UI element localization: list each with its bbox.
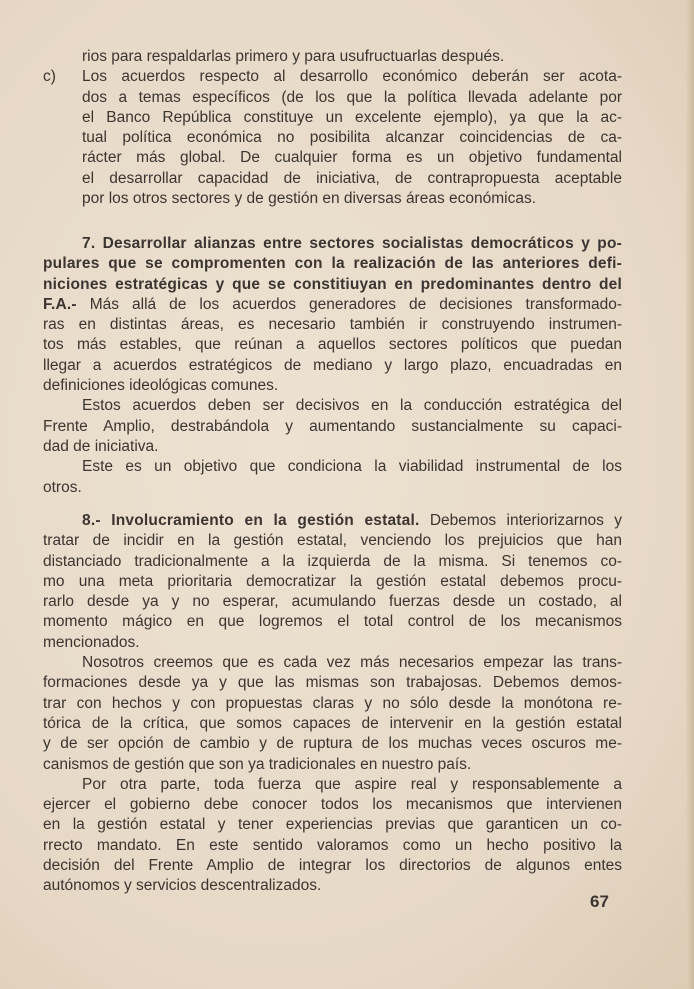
text-line — [43, 572, 622, 592]
body-text: tos más estables, que reúnan a aquellos sectores políticos que puedan — [43, 336, 622, 354]
text-line — [43, 437, 622, 457]
text-line — [43, 755, 622, 775]
body-text: el Banco República constituye un excelente ejemplo), ya que la ac- — [82, 108, 622, 126]
body-text: Por otra parte, toda fuerza que aspire real y responsablemente a — [82, 775, 622, 793]
text-line — [43, 108, 622, 128]
text-line — [43, 653, 622, 673]
body-text: Nosotros creemos que es cada vez más necesarios empezar las trans- — [82, 654, 622, 672]
text-line — [43, 335, 622, 355]
body-text: ejercer el gobierno debe conocer todos los mecanismos que intervienen — [43, 796, 622, 814]
body-text: rios para respaldarlas primero y para usufructuarlas después. — [82, 48, 505, 65]
body-text: Los acuerdos respecto al desarrollo económico deberán ser acota- — [82, 68, 622, 86]
body-text: definiciones ideológicas comunes. — [43, 377, 279, 395]
body-text: canismos de gestión que son ya tradicionales en nuestro país. — [43, 755, 472, 773]
body-text: Estos acuerdos deben ser decisivos en la conducción estratégica del — [82, 397, 622, 415]
body-text: dos a temas específicos (de los que la política llevada adelante por — [82, 88, 622, 106]
body-text: rarlo desde ya y no esperar, acumulando fuerzas desde un costado, al — [43, 593, 622, 611]
text-line — [43, 417, 622, 437]
body-text: tratar de incidir en la gestión estatal, venciendo los prejuicios que han — [43, 532, 622, 550]
body-text: mo una meta prioritaria democratizar la gestión estatal debemos procu- — [43, 572, 622, 590]
text-line — [43, 189, 622, 209]
text-line — [43, 457, 622, 477]
text-line — [43, 592, 622, 612]
text-line — [43, 396, 622, 416]
list-marker: c) — [43, 68, 56, 86]
body-text: rácter más global. De cualquier forma es un objetivo fundamental — [82, 149, 622, 167]
text-line — [43, 673, 622, 693]
text-line — [43, 552, 622, 572]
text-line — [43, 815, 622, 835]
text-line — [43, 356, 622, 376]
body-text: y de ser opción de cambio y de ruptura de los muchas veces oscuros me- — [43, 735, 622, 753]
text-line — [43, 128, 622, 148]
bold-heading-text: 8.- Involucramiento en la gestión estatal. — [82, 512, 420, 529]
text-line — [43, 876, 622, 896]
text-line — [43, 275, 622, 295]
body-text: llegar a acuerdos estratégicos de mediano y largo plazo, encuadradas en — [43, 356, 622, 374]
body-text: Frente Amplio, destrabándola y aumentando sustancialmente su capaci- — [43, 417, 622, 435]
body-text: en la gestión estatal y tener experiencias previas que garanticen un co- — [43, 816, 622, 834]
section-8 — [43, 511, 622, 897]
item-c-continuation — [43, 47, 622, 209]
text-line — [43, 376, 622, 396]
body-text: tórica de la crítica, que somos capaces de intervenir en la gestión estatal — [43, 714, 622, 732]
body-text: tual política económica no posibilita alcanzar coincidencias de ca- — [82, 129, 622, 147]
text-line — [43, 734, 622, 754]
body-text: el desarrollar capacidad de iniciativa, de contrapropuesta aceptable — [82, 169, 622, 187]
body-text: dad de iniciativa. — [43, 437, 159, 455]
body-text: mencionados. — [43, 633, 140, 651]
body-text: autónomos y servicios descentralizados. — [43, 877, 322, 895]
text-line — [43, 795, 622, 815]
page-number: 67 — [590, 892, 609, 911]
text-line — [43, 694, 622, 714]
text-line — [43, 836, 622, 856]
text-line — [43, 612, 622, 632]
text-line — [43, 531, 622, 551]
text-line — [43, 47, 622, 67]
page-edge — [686, 0, 694, 989]
text-line — [43, 67, 622, 87]
body-text: Más allá de los acuerdos generadores de decisiones transformado- — [76, 295, 622, 313]
body-text: ras en distintas áreas, es necesario también ir construyendo instrumen- — [43, 316, 622, 334]
text-line — [43, 169, 622, 189]
body-text: Debemos interiorizarnos y — [419, 512, 622, 529]
text-line — [43, 775, 622, 795]
text-line — [43, 148, 622, 168]
body-text: decisión del Frente Amplio de integrar los directorios de algunos entes — [43, 857, 622, 875]
bold-heading-text: F.A.- — [43, 295, 77, 313]
body-text: Este es un objetivo que condiciona la viabilidad instrumental de los — [82, 458, 622, 476]
body-text: formaciones desde ya y que las mismas son trabajosas. Debemos demos- — [43, 674, 622, 692]
text-line — [43, 254, 622, 274]
text-line — [43, 315, 622, 335]
body-text: otros. — [43, 478, 82, 496]
text-line — [43, 856, 622, 876]
body-text: por los otros sectores y de gestión en diversas áreas económicas. — [82, 190, 537, 208]
text-line — [43, 478, 622, 498]
text-line — [43, 234, 622, 254]
section-7 — [43, 234, 622, 498]
text-line — [43, 714, 622, 734]
body-text: momento mágico en que logremos el total control de los mecanismos — [43, 613, 622, 631]
bold-heading-text: pulares que se compromenten con la realización de las anteriores defi- — [43, 255, 622, 273]
text-line — [43, 88, 622, 108]
bold-heading-text: niciones estratégicas y que se constitiuyan en predominantes dentro del — [43, 275, 622, 293]
body-text: trar con hechos y con propuestas claras y no sólo desde la monótona re- — [43, 694, 622, 712]
text-line — [43, 633, 622, 653]
bold-heading-text: 7. Desarrollar alianzas entre sectores socialistas democráticos y po- — [82, 235, 622, 252]
body-text: rrecto mandato. En este sentido valoramos como un hecho positivo la — [43, 836, 622, 854]
body-text: distanciado tradicionalmente a la izquierda de la misma. Si tenemos co- — [43, 552, 622, 570]
text-line — [43, 511, 622, 531]
text-line — [43, 295, 622, 315]
